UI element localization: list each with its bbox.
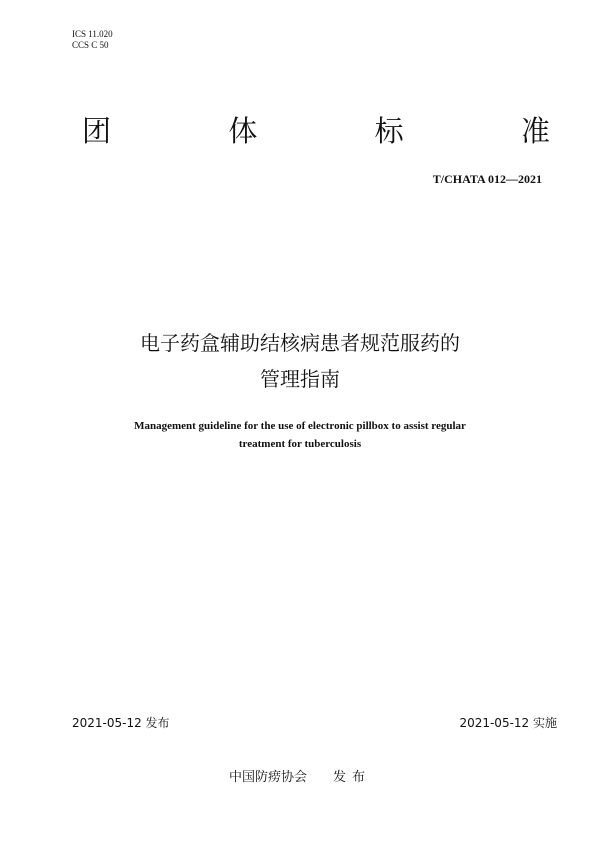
chinese-title-line-1: 电子药盒辅助结核病患者规范服药的 (140, 331, 460, 355)
chinese-title-line-2: 管理指南 (260, 367, 340, 391)
group-standard-heading (82, 113, 550, 149)
heading-char-1: 团 (82, 114, 112, 148)
publisher-line (0, 766, 600, 785)
heading-char-4: 准 (520, 114, 550, 148)
implementation-date: 2021-05-12 实施 (459, 716, 557, 730)
issue-date: 2021-05-12 发布 (72, 716, 170, 730)
classification-codes (72, 29, 113, 51)
publisher-name: 中国防痨协会 (228, 770, 307, 785)
english-title-line-2: treatment for tuberculosis (238, 438, 362, 450)
ics-code: ICS 11.020 (72, 29, 113, 39)
heading-char-3: 标 (374, 114, 404, 148)
heading-char-2: 体 (228, 114, 258, 148)
publish-label: 发布 (333, 770, 372, 785)
ccs-code: CCS C 50 (72, 40, 109, 50)
standard-number: T/CHATA 012—2021 (432, 172, 542, 186)
english-title-line-1: Management guideline for the use of electronic pillbox to assist regular (134, 420, 466, 432)
